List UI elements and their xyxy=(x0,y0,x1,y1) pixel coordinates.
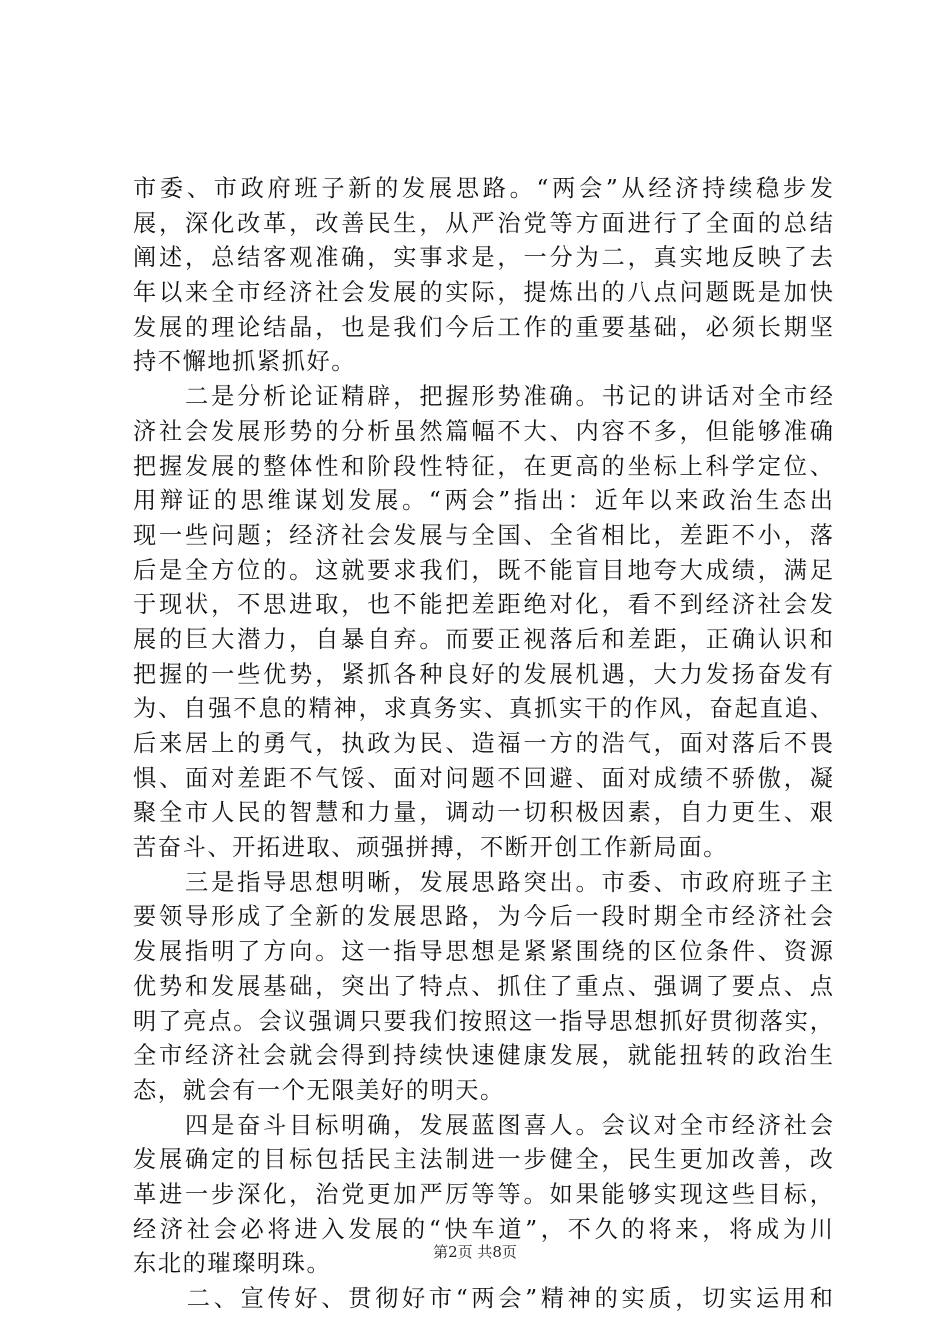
text-line: 三是指导思想明晰，发展思路突出。市委、市政府班子主 xyxy=(133,868,833,896)
page-footer: 第2页 共8页 xyxy=(433,1243,517,1261)
text-line: 要领导形成了全新的发展思路，为今后一段时期全市经济社会 xyxy=(133,903,833,931)
text-line: 后是全方位的。这就要求我们，既不能盲目地夸大成绩，满足 xyxy=(133,556,833,584)
text-line: 展，深化改革，改善民生，从严治党等方面进行了全面的总结 xyxy=(133,209,833,237)
text-line: 市委、市政府班子新的发展思路。“两会”从经济持续稳步发 xyxy=(133,175,833,202)
text-line: 态，就会有一个无限美好的明天。 xyxy=(133,1076,505,1104)
text-line: 明了亮点。会议强调只要我们按照这一指导思想抓好贯彻落实， xyxy=(133,1007,833,1035)
text-line: 革进一步深化，治党更加严厉等等。如果能够实现这些目标， xyxy=(133,1180,833,1208)
text-line: 为、自强不息的精神，求真务实、真抓实干的作风，奋起直追、 xyxy=(133,695,833,723)
text-line: 于现状，不思进取，也不能把差距绝对化，看不到经济社会发 xyxy=(133,591,833,619)
text-line: 把握的一些优势，紧抓各种良好的发展机遇，大力发扬奋发有 xyxy=(133,660,833,688)
text-line: 东北的璀璨明珠。 xyxy=(133,1250,332,1278)
text-line: 把握发展的整体性和阶段性特征，在更高的坐标上科学定位、 xyxy=(133,452,833,480)
text-line: 二、宣传好、贯彻好市“两会”精神的实质，切实运用和 xyxy=(133,1285,833,1312)
text-line: 后来居上的勇气，执政为民、造福一方的浩气，面对落后不畏 xyxy=(133,730,833,757)
text-line: 经济社会必将进入发展的“快车道”，不久的将来，将成为川 xyxy=(133,1215,833,1243)
text-line: 苦奋斗、开拓进取、顽强拼搏，不断开创工作新局面。 xyxy=(133,834,728,862)
text-line: 惧、面对差距不气馁、面对问题不回避、面对成绩不骄傲，凝 xyxy=(133,764,833,792)
text-line: 全市经济社会就会得到持续快速健康发展，就能扭转的政治生 xyxy=(133,1042,833,1070)
text-line: 四是奋斗目标明确，发展蓝图喜人。会议对全市经济社会 xyxy=(133,1111,833,1139)
text-line: 济社会发展形势的分析虽然篇幅不大、内容不多，但能够准确 xyxy=(133,417,833,445)
text-line: 持不懈地抓紧抓好。 xyxy=(133,348,357,376)
text-line: 聚全市人民的智慧和力量，调动一切积极因素，自力更生、艰 xyxy=(133,799,833,827)
text-line: 二是分析论证精辟，把握形势准确。书记的讲话对全市经 xyxy=(133,383,833,411)
text-line: 用辩证的思维谋划发展。“两会”指出：近年以来政治生态出 xyxy=(133,487,833,515)
text-line: 发展指明了方向。这一指导思想是紧紧围绕的区位条件、资源 xyxy=(133,938,833,966)
text-line: 阐述，总结客观准确，实事求是，一分为二，真实地反映了去 xyxy=(133,244,833,272)
text-line: 展的巨大潜力，自暴自弃。而要正视落后和差距，正确认识和 xyxy=(133,625,833,653)
text-line: 现一些问题；经济社会发展与全国、全省相比，差距不小，落 xyxy=(133,521,833,549)
text-line: 发展确定的目标包括民主法制进一步健全，民生更加改善，改 xyxy=(133,1146,833,1174)
text-line: 年以来全市经济社会发展的实际，提炼出的八点问题既是加快 xyxy=(133,279,833,307)
text-line: 优势和发展基础，突出了特点、抓住了重点、强调了要点、点 xyxy=(133,972,833,1000)
text-line: 发展的理论结晶，也是我们今后工作的重要基础，必须长期坚 xyxy=(133,313,833,341)
body-text xyxy=(133,172,833,1317)
